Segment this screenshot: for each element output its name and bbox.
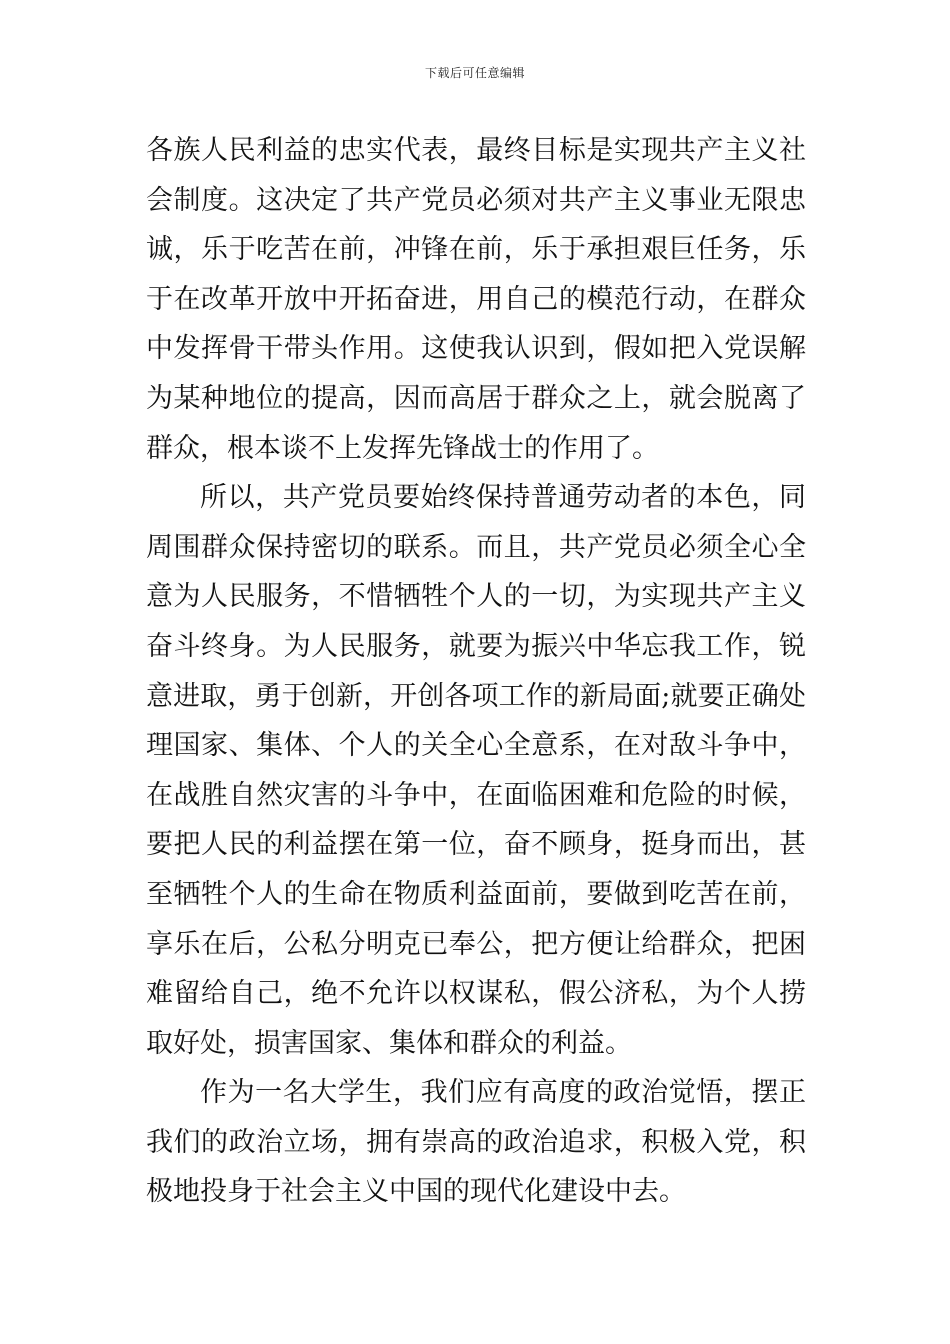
page-header: 下载后可任意编辑	[424, 66, 525, 80]
paragraph-2: 所以，共产党员要始终保持普通劳动者的本色，同周围群众保持密切的联系。而且，共产党员必须全心全意为人民服务，不惜牺牲个人的一切，为实现共产主义奋斗终身。为人民服务，就要为振兴中华忘我工作，锐意进取，勇于创新，开创各项工作的新局面;就要正确处理国家、集体、个人的关全心全意系，在对敌斗争中，在战胜自然灾害的斗争中，在面临困难和危险的时候，要把人民的利益摆在第一位，奋不顾身，挺身而出，甚至牺牲个人的生命在物质利益面前，要做到吃苦在前，享乐在后，公私分明克已奉公，把方便让给群众，把困难留给自己，绝不允许以权谋私，假公济私，为个人捞取好处，损害国家、集体和群众的利益。	[146, 482, 806, 1059]
document-body	[146, 126, 806, 1217]
paragraph-3: 作为一名大学生，我们应有高度的政治觉悟，摆正我们的政治立场，拥有崇高的政治追求，积极入党，积极地投身于社会主义中国的现代化建设中去。	[146, 1077, 806, 1208]
paragraph-1: 各族人民利益的忠实代表，最终目标是实现共产主义社会制度。这决定了共产党员必须对共产主义事业无限忠诚，乐于吃苦在前，冲锋在前，乐于承担艰巨任务，乐于在改革开放中开拓奋进，用自己的模范行动，在群众中发挥骨干带头作用。这使我认识到，假如把入党误解为某种地位的提高，因而高居于群众之上，就会脱离了群众，根本谈不上发挥先锋战士的作用了。	[146, 135, 806, 464]
